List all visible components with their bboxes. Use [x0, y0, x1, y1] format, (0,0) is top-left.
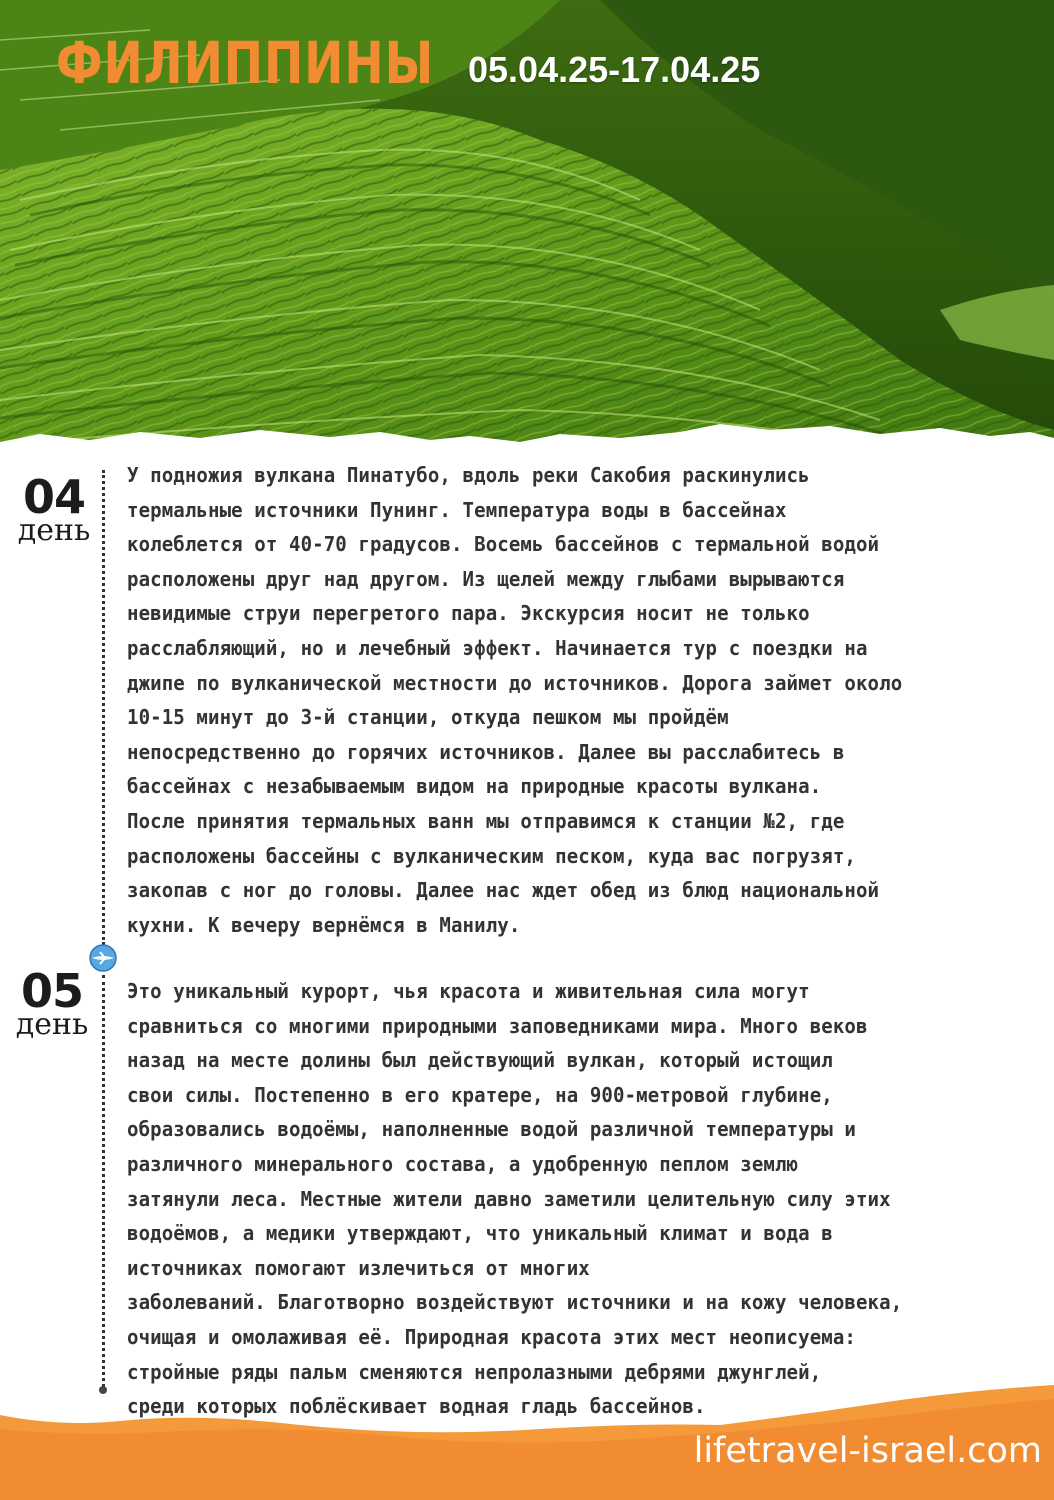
- text-line: непосредственно до горячих источников. Далее вы расслабитесь в: [127, 739, 845, 764]
- day-description: [127, 974, 978, 1424]
- day-word: день: [17, 513, 91, 548]
- day-label: [6, 470, 102, 548]
- day-word: день: [15, 1007, 89, 1042]
- text-line: стройные ряды пальм сменяются непролазными дебрями джунглей,: [127, 1359, 822, 1384]
- text-line: закопав с ног до головы. Далее нас ждет обед из блюд национальной: [127, 878, 880, 903]
- text-line: Это уникальный курорт, чья красота и живительная сила могут: [127, 979, 810, 1003]
- text-line: расположены бассейны с вулканическим песком, куда вас погрузят,: [127, 843, 856, 868]
- text-line: среди которых поблёскивает водная гладь бассейнов.: [127, 1394, 706, 1419]
- text-line: расслабляющий, но и лечебный эффект. Начинается тур с поездки на: [127, 635, 868, 660]
- text-line: У подножия вулкана Пинатубо, вдоль реки Сакобия раскинулись: [127, 463, 810, 487]
- text-line: После принятия термальных ванн мы отправимся к станции №2, где: [127, 808, 845, 833]
- day-number: 05: [20, 964, 83, 1018]
- text-line: источниках помогают излечиться от многих: [127, 1255, 590, 1280]
- text-line: расположены друг над другом. Из щелей между глыбами вырываются: [127, 566, 845, 591]
- tour-dates: 05.04.25-17.04.25: [468, 49, 761, 90]
- website-link[interactable]: lifetravel-israel.com: [693, 1431, 1042, 1471]
- day-label: [4, 964, 100, 1042]
- text-line: термальные источники Пунинг. Температура воды в бассейнах: [127, 497, 787, 522]
- text-line: различного минерального состава, а удобренную пеплом землю: [127, 1151, 799, 1176]
- day-description: [127, 458, 978, 942]
- text-line: образовались водоёмы, наполненные водой различной температуры и: [127, 1117, 856, 1142]
- text-line: заболеваний. Благотворно воздействуют источники и на кожу человека,: [127, 1290, 903, 1315]
- text-line: бассейнах с незабываемым видом на природные красоты вулкана.: [127, 774, 822, 799]
- text-line: колеблется от 40-70 градусов. Восемь бассейнов с термальной водой: [127, 532, 880, 557]
- text-line: назад на месте долины был действующий вулкан, который истощил: [127, 1048, 833, 1073]
- text-line: затянули леса. Местные жители давно заметили целительную силу этих: [127, 1186, 891, 1211]
- text-line: джипе по вулканической местности до источников. Дорога займет около: [127, 670, 903, 695]
- text-line: 10-15 минут до 3-й станции, откуда пешком мы пройдём: [127, 705, 729, 730]
- text-line: сравниться со многими природными заповедниками мира. Много веков: [127, 1013, 868, 1038]
- timeline-line: [102, 470, 105, 945]
- day-number: 04: [22, 470, 85, 524]
- timeline-line: [102, 975, 105, 1393]
- page-title: ФИЛИППИНЫ: [56, 29, 435, 97]
- text-line: очищая и омолаживая её. Природная красота этих мест неописуема:: [127, 1324, 856, 1349]
- text-line: невидимые струи перегретого пара. Экскурсия носит не только: [127, 601, 810, 626]
- text-line: водоёмов, а медики утверждают, что уникальный климат и вода в: [127, 1221, 833, 1246]
- text-line: кухни. К вечеру вернёмся в Манилу.: [127, 912, 521, 937]
- text-line: свои силы. Постепенно в его кратере, на 900-метровой глубине,: [127, 1082, 833, 1107]
